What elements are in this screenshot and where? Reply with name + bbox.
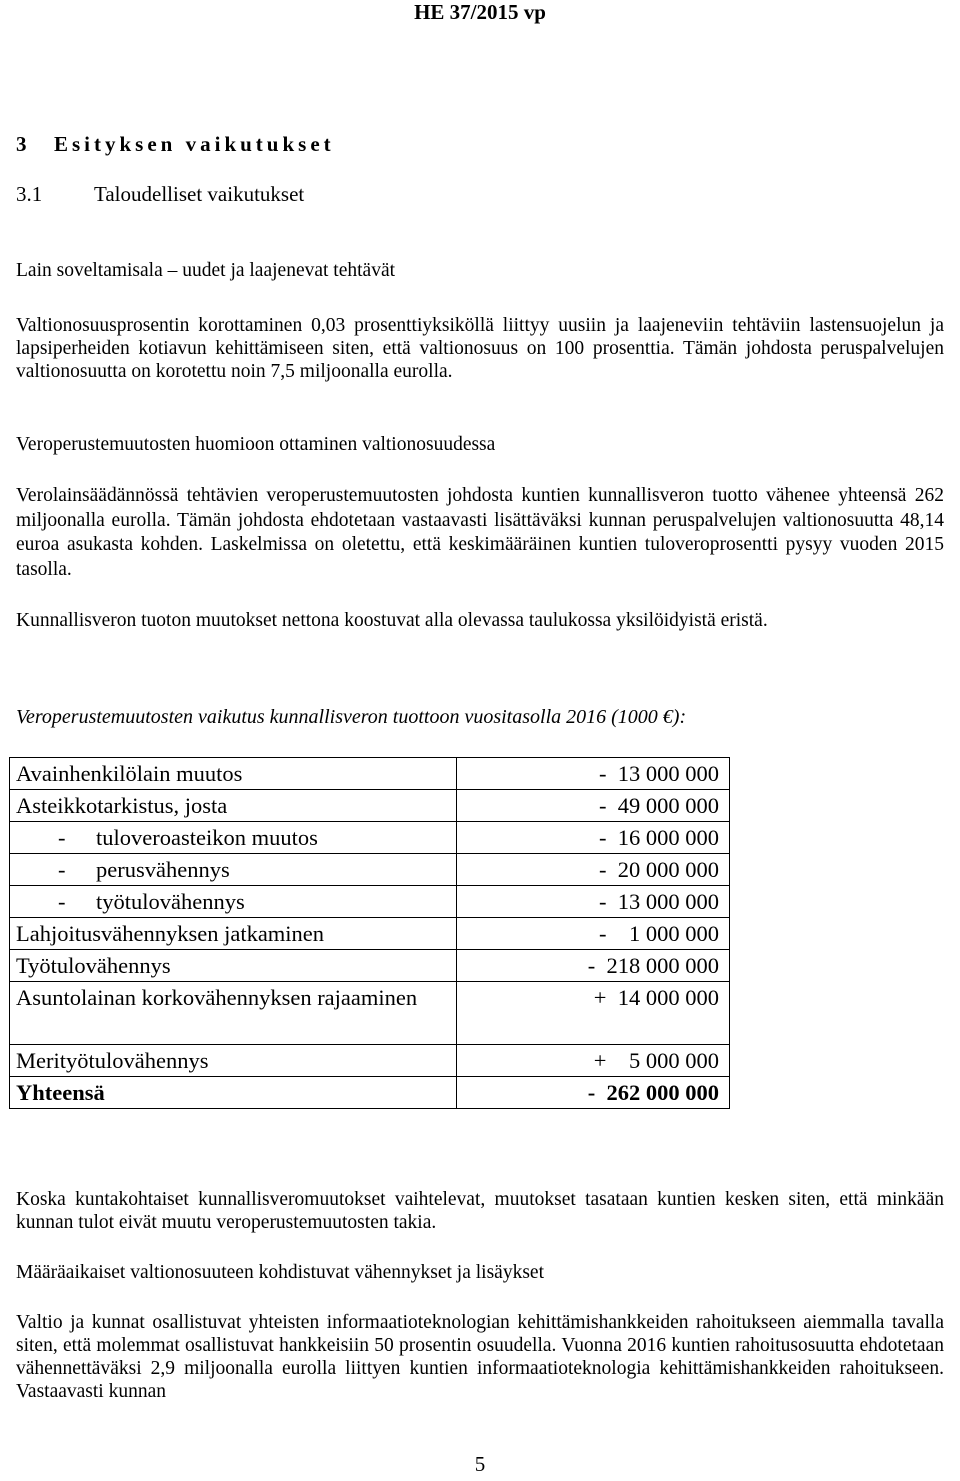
table-row: [10, 854, 730, 886]
section-title: Esityksen vaikutukset: [54, 132, 335, 156]
table-row: [10, 790, 730, 822]
row-label-cell: [10, 822, 457, 854]
temporary-adjustments-heading: Määräaikaiset valtionosuuteen kohdistuvat vähennykset ja lisäykset: [16, 1262, 544, 1283]
table-row: [10, 886, 730, 918]
table-row: [10, 1045, 730, 1077]
row-value: - 218 000 000: [457, 950, 730, 982]
scope-paragraph: Valtionosuusprosentin korottaminen 0,03 prosenttiyksiköllä liittyy uusiin ja laajeneviin tehtäviin lastensuojelun ja lapsiperheiden kotiavun kehittämiseen siten, että valtionosuus on 100 prosenttia. Tämän johdosta peruspalvelujen valtionosuutta on korotettu noin 7,5 miljoonalla eurolla.: [16, 315, 944, 382]
page-number: 5: [474, 1452, 486, 1476]
document-header: HE 37/2015 vp: [414, 0, 546, 24]
row-dash: -: [58, 825, 66, 850]
section-heading: [16, 132, 335, 157]
table-row: [10, 982, 730, 1045]
table-row: [10, 918, 730, 950]
row-value: - 20 000 000: [457, 854, 730, 886]
subsection-heading: [16, 182, 304, 207]
row-label: tuloveroasteikon muutos: [96, 825, 318, 850]
row-value: - 16 000 000: [457, 822, 730, 854]
subsection-number: 3.1: [16, 182, 43, 206]
temporary-adjustments-paragraph: Valtio ja kunnat osallistuvat yhteisten informaatioteknologian kehittämishankkeiden rahoitukseen aiemmalla tavalla siten, että molemmat osallistuvat hankkeisiin 50 prosentin osuudella. Vuonna 2016 kuntien rahoitusosuutta ehdotetaan vähennettäväksi 2,9 miljoonalla eurolla liittyen kuntien informaatioteknologia kehittämishankkeiden rahoitukseen. Vastaavasti kunnan: [16, 1312, 944, 1402]
row-dash: -: [58, 857, 66, 882]
row-value: + 14 000 000: [457, 982, 730, 1045]
row-label: Avainhenkilölain muutos: [10, 758, 457, 790]
subsection-title: Taloudelliset vaikutukset: [94, 182, 305, 206]
total-value: - 262 000 000: [457, 1077, 730, 1109]
section-number: 3: [16, 132, 27, 156]
equalization-paragraph: Koska kuntakohtaiset kunnallisveromuutokset vaihtelevat, muutokset tasataan kuntien kesken siten, että minkään kunnan tulot eivät muutu veroperustemuutosten takia.: [16, 1189, 944, 1233]
tax-impact-table: [9, 757, 730, 1109]
row-label-cell: [10, 886, 457, 918]
row-value: - 49 000 000: [457, 790, 730, 822]
row-label: Työtulovähennys: [10, 950, 457, 982]
total-label: Yhteensä: [10, 1077, 457, 1109]
row-value: - 13 000 000: [457, 886, 730, 918]
table-row: [10, 758, 730, 790]
row-label-cell: [10, 854, 457, 886]
table-total-row: [10, 1077, 730, 1109]
scope-heading: Lain soveltamisala – uudet ja laajenevat tehtävät: [16, 260, 396, 281]
row-label: Asuntolainan korkovähennyksen rajaaminen: [10, 982, 457, 1045]
row-label: Merityötulovähennys: [10, 1045, 457, 1077]
row-dash: -: [58, 889, 66, 914]
tax-base-paragraph: Verolainsäädännössä tehtävien veroperustemuutosten johdosta kuntien kunnallisveron tuotto vähenee yhteensä 262 miljoonalla eurolla. Tämän johdosta ehdotetaan vastaavasti lisättäväksi kunnan peruspalvelujen valtionosuutta 48,14 euroa asukasta kohden. Laskelmissa on oletettu, että keskimääräinen kuntien tuloveroprosentti pysyy vuoden 2015 tasolla.: [16, 485, 944, 580]
row-label: Asteikkotarkistus, josta: [10, 790, 457, 822]
tax-base-heading: Veroperustemuutosten huomioon ottaminen valtionosuudessa: [16, 434, 496, 455]
row-label: perusvähennys: [96, 857, 230, 882]
row-value: - 1 000 000: [457, 918, 730, 950]
row-label: Lahjoitusvähennyksen jatkaminen: [10, 918, 457, 950]
row-value: + 5 000 000: [457, 1045, 730, 1077]
table-row: [10, 822, 730, 854]
table-intro-paragraph: Kunnallisveron tuoton muutokset nettona koostuvat alla olevassa taulukossa yksilöidyistä eristä.: [16, 610, 768, 631]
row-value: - 13 000 000: [457, 758, 730, 790]
table-caption: Veroperustemuutosten vaikutus kunnallisveron tuottoon vuositasolla 2016 (1000 €):: [16, 706, 687, 728]
table-row: [10, 950, 730, 982]
row-label: työtulovähennys: [96, 889, 245, 914]
